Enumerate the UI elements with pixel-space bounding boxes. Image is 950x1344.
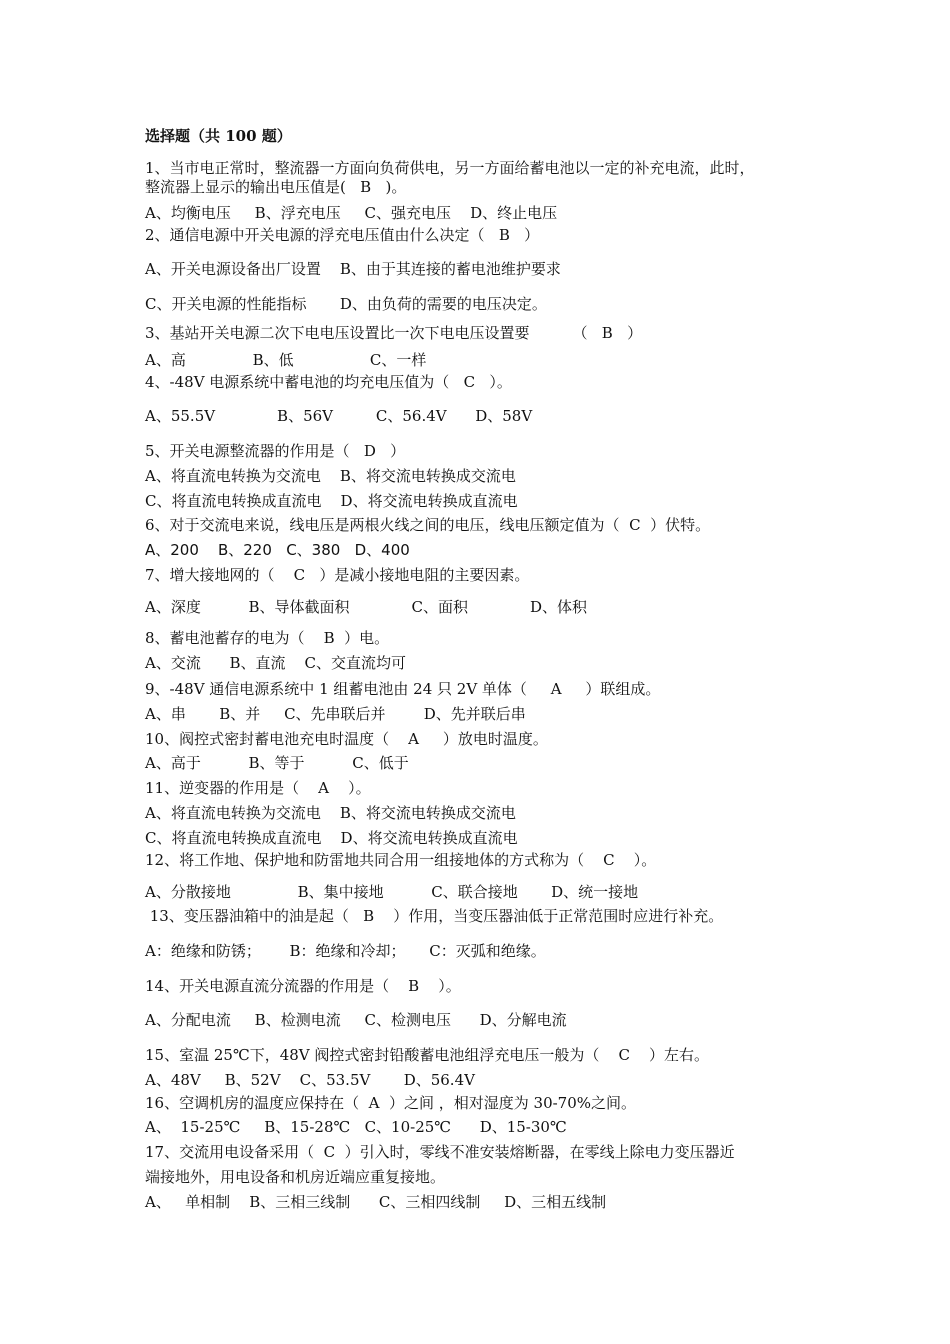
section-heading: 选择题（共 100 题） xyxy=(145,127,292,145)
question-1-options: A、均衡电压 B、浮充电压 C、强充电压 D、终止电压 xyxy=(145,204,558,222)
question-15-options: A、48V B、52V C、53.5V D、56.4V xyxy=(145,1071,475,1089)
question-14-stem: 14、开关电源直流分流器的作用是（ B ）。 xyxy=(145,977,461,995)
question-5-options-c-d: C、将直流电转换成直流电 D、将交流电转换成直流电 xyxy=(145,492,518,510)
question-12-stem: 12、将工作地、保护地和防雷地共同合用一组接地体的方式称为（ C ）。 xyxy=(145,851,657,869)
question-11-options-a-b: A、将直流电转换为交流电 B、将交流电转换成交流电 xyxy=(145,804,516,822)
question-2-options-c-d: C、开关电源的性能指标 D、由负荷的需要的电压决定。 xyxy=(145,295,547,313)
question-6-options: A、200 B、220 C、380 D、400 xyxy=(145,541,410,559)
question-8-options: A、交流 B、直流 C、交直流均可 xyxy=(145,654,407,672)
question-2-options-a-b: A、开关电源设备出厂设置 B、由于其连接的蓄电池维护要求 xyxy=(145,260,561,278)
question-17-stem: 17、交流用电设备采用（ C ）引入时，零线不准安装熔断器，在零线上除电力变压器近 xyxy=(145,1143,735,1161)
question-3-options: A、高 B、低 C、一样 xyxy=(145,351,427,369)
question-13-options: A：绝缘和防锈； B：绝缘和冷却； C：灭弧和绝缘。 xyxy=(145,942,546,960)
question-4-stem: 4、-48V 电源系统中蓄电池的均充电压值为（ C ）。 xyxy=(145,373,512,391)
question-5-stem: 5、开关电源整流器的作用是（ D ） xyxy=(145,442,406,460)
question-17-options: A、 单相制 B、三相三线制 C、三相四线制 D、三相五线制 xyxy=(145,1193,607,1211)
question-9-options: A、串 B、并 C、先串联后并 D、先并联后串 xyxy=(145,705,526,723)
question-4-options: A、55.5V B、56V C、56.4V D、58V xyxy=(145,407,533,425)
question-11-options-c-d: C、将直流电转换成直流电 D、将交流电转换成直流电 xyxy=(145,829,518,847)
question-16-stem: 16、空调机房的温度应保持在（ A ）之间 ，相对湿度为 30-70%之间。 xyxy=(145,1094,637,1112)
question-15-stem: 15、室温 25℃下，48V 阀控式密封铅酸蓄电池组浮充电压一般为（ C ）左右。 xyxy=(145,1046,710,1064)
question-10-stem: 10、阀控式密封蓄电池充电时温度（ A ）放电时温度。 xyxy=(145,730,548,748)
question-9-stem: 9、-48V 通信电源系统中 1 组蓄电池由 24 只 2V 单体（ A ）联组成。 xyxy=(145,680,661,698)
question-16-options: A、 15-25℃ B、15-28℃ C、10-25℃ D、15-30℃ xyxy=(145,1118,567,1136)
question-1-stem-cont: 整流器上显示的输出电压值是( B )。 xyxy=(145,178,407,196)
question-10-options: A、高于 B、等于 C、低于 xyxy=(145,754,409,772)
question-7-stem: 7、增大接地网的（ C ）是减小接地电阻的主要因素。 xyxy=(145,566,530,584)
question-3-stem: 3、基站开关电源二次下电电压设置比一次下电电压设置要 （ B ） xyxy=(145,324,643,342)
question-13-stem: 13、变压器油箱中的油是起（ B ）作用，当变压器油低于正常范围时应进行补充。 xyxy=(145,907,724,925)
question-5-options-a-b: A、将直流电转换为交流电 B、将交流电转换成交流电 xyxy=(145,467,516,485)
question-1-stem: 1、当市电正常时，整流器一方面向负荷供电，另一方面给蓄电池以一定的补充电流，此时， xyxy=(145,159,755,177)
question-14-options: A、分配电流 B、检测电流 C、检测电压 D、分解电流 xyxy=(145,1011,567,1029)
question-6-stem: 6、对于交流电来说，线电压是两根火线之间的电压，线电压额定值为（ C ）伏特。 xyxy=(145,516,711,534)
question-8-stem: 8、蓄电池蓄存的电为（ B ）电。 xyxy=(145,629,390,647)
question-12-options: A、分散接地 B、集中接地 C、联合接地 D、统一接地 xyxy=(145,883,639,901)
question-7-options: A、深度 B、导体截面积 C、面积 D、体积 xyxy=(145,598,588,616)
question-17-stem-cont: 端接地外，用电设备和机房近端应重复接地。 xyxy=(145,1168,446,1186)
question-11-stem: 11、逆变器的作用是（ A ）。 xyxy=(145,779,371,797)
question-2-stem: 2、通信电源中开关电源的浮充电压值由什么决定（ B ） xyxy=(145,226,540,244)
